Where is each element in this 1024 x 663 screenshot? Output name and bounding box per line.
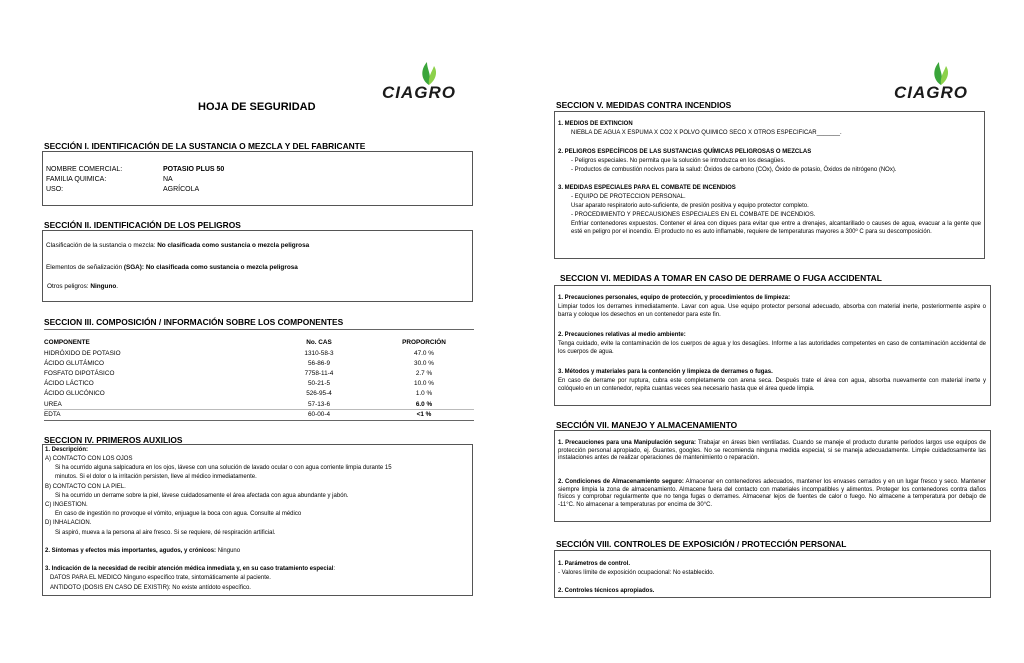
peligro-senalizacion-value: (SGA): No clasificada como sustancia o mezcla peligrosa (123, 264, 298, 271)
brand-logo (894, 62, 984, 102)
desc-title: 1. Descripción: (45, 447, 89, 453)
component-proportion: <1 % (416, 411, 432, 418)
section-3-title: SECCION III. COMPOSICIÓN / INFORMACIÓN SOBRE LOS COMPONENTES (44, 317, 344, 327)
section-5-title: SECCION V. MEDIDAS CONTRA INCENDIOS (556, 100, 732, 110)
brand-name: CIAGRO (382, 83, 456, 102)
antidote-line: ANTIDOTO (DOSIS EN CASO DE EXISTIR): No existe antídoto específico. (50, 585, 251, 591)
medical-attention-title (45, 566, 335, 574)
special-measures-title: 3. MEDIDAS ESPECIALES PARA EL COMBATE DE INCENDIOS (558, 185, 736, 191)
peligro-clasificacion (46, 242, 309, 250)
specific-hazards-1: - Peligros especiales. No permita que la solución se introduzca en los desagües. (571, 158, 786, 164)
inhalation-text: Si aspiró, mueva a la persona al aire fresco. Si se requiere, dé respiración artificial. (55, 530, 276, 536)
handling-paragraph (558, 440, 986, 463)
section-4-title: SECCION IV. PRIMEROS AUXILIOS (44, 435, 183, 445)
ingestion-text: En caso de ingestión no provoque el vómito, enjuague la boca con agua. Consulte al médico (55, 511, 302, 517)
value-uso: AGRÍCOLA (163, 186, 200, 193)
label-familia-quimica: FAMILIA QUIMICA: (46, 176, 107, 183)
section-8-title: SECCIÓN VIII. CONTROLES DE EXPOSICIÓN / PROTECCIÓN PERSONAL (556, 539, 847, 549)
environment-text: Tenga cuidado, evite la contaminación de los cuerpos de agua y los desagües. Informe a las autoridades competentes en caso de contaminación accidental de los cuerpos de agua. (558, 341, 986, 355)
symptoms-value: Ninguno (216, 548, 241, 554)
component-cas: 1310-58-3 (304, 350, 334, 357)
table-row (44, 380, 474, 390)
medical-attention-label: 3. Indicación de la necesidad de recibir atención médica inmediata y, en su caso tratamiento especial (45, 566, 334, 572)
component-cas: 57-13-6 (307, 401, 331, 408)
component-cas: 50-21-5 (307, 380, 331, 387)
specific-hazards-2: - Productos de combustión nocivos para la salud: Óxidos de carbono (COx), Óxido de potasio, Óxidos de nitrógeno (NOx). (571, 167, 897, 173)
section-1-title: SECCIÓN I. IDENTIFICACIÓN DE LA SUSTANCIA O MEZCLA Y DEL FABRICANTE (44, 141, 366, 151)
control-params-title: 1. Parámetros de control. (558, 561, 631, 567)
control-params-text: - Valores límite de exposición ocupacional: No establecido. (558, 570, 715, 576)
peligro-otros-end: . (116, 283, 119, 290)
handling-title: 1. Precauciones para una Manipulación segura: (558, 440, 697, 446)
component-name: EDTA (44, 411, 61, 418)
value-nombre-comercial: POTASIO PLUS 50 (163, 166, 225, 173)
medical-attention-colon: : (333, 566, 335, 572)
component-name: ÁCIDO LÁCTICO (44, 380, 94, 387)
storage-title: 2. Condiciones de Almacenamiento seguro: (558, 479, 684, 485)
contact-skin-title: B) CONTACTO CON LA PIEL. (45, 484, 126, 490)
value-familia-quimica: NA (163, 176, 173, 183)
storage-text: Almacenar en contenedores adecuados, mantener los envases cerrados y en un lugar fresco y seco. Mantener siempre limpia la zona de almacenamiento. Almacene fuera del contacto con materiales incompatibles y alimentos. Proteger los contenedores contra daños físicos y comprobar regularmente que no tenga fugas o derrames. Almacenar lejos de fuentes de calor o fuego. No almacene a temperatura por debajo de -11°C. No almacenar a temperaturas por encima de 30°C. (558, 479, 986, 508)
technical-controls-title: 2. Controles técnicos apropiados. (558, 588, 655, 594)
component-cas: 7758-11-4 (304, 370, 334, 377)
component-proportion: 10.0 % (414, 380, 434, 387)
peligro-otros (47, 283, 118, 291)
storage-paragraph (558, 479, 986, 509)
containment-title: 3. Métodos y materiales para la contención y limpieza de derrames o fugas. (558, 369, 773, 375)
component-name: ÁCIDO GLUTÁMICO (44, 360, 105, 367)
header-componente: COMPONENTE (44, 339, 90, 346)
containment-text: En caso de derrame por ruptura, cubra este completamente con arena seca. Después trate el área con agua, absorba nuevamente con material inerte y colóquelo en un contenedor, repita cuantas veces sea necesario hasta que el área quede limpia. (558, 378, 986, 392)
component-proportion: 1.0 % (415, 390, 433, 397)
table-row (44, 360, 474, 370)
table-header-row (44, 339, 474, 349)
contact-eyes-title: A) CONTACTO CON LOS OJOS (45, 456, 133, 462)
component-proportion: 47.0 % (414, 350, 434, 357)
ingestion-title: C) INGESTION. (45, 502, 88, 508)
specific-hazards-title: 2. PELIGROS ESPECÍFICOS DE LAS SUSTANCIAS QUÍMICAS PELIGROSAS O MEZCLAS (558, 149, 812, 155)
brand-logo (382, 62, 472, 102)
contact-eyes-text-1: Si ha ocurrido alguna salpicadura en los ojos, lávese con una solución de lavado ocular o con agua corriente limpia durante 15 (55, 465, 392, 471)
component-proportion: 2.7 % (415, 370, 433, 377)
table-row (44, 390, 474, 400)
peligro-otros-value: Ninguno (90, 283, 117, 290)
peligro-senalizacion-label: Elementos de señalización (46, 264, 124, 271)
spill-precautions-title: 1. Precauciones personales, equipo de protección, y procedimientos de limpieza: (558, 295, 791, 301)
special-measures-1: - EQUIPO DE PROTECCION PERSONAL. (571, 194, 686, 200)
special-measures-2: Usar aparato respiratorio auto-suficiente, de presión positiva y equipo protector completo. (571, 203, 809, 209)
peligro-otros-label: Otros peligros: (47, 283, 91, 290)
component-name: HIDRÓXIDO DE POTASIO (44, 350, 121, 357)
header-proporcion: PROPORCIÓN (402, 339, 446, 346)
right-page (512, 0, 1024, 663)
table-row (44, 370, 474, 380)
component-proportion: 30.0 % (414, 360, 434, 367)
symptoms-label: 2. Síntomas y efectos más importantes, agudos, y crónicos: (45, 548, 217, 554)
inhalation-title: D) INHALACION. (45, 520, 92, 526)
medical-data-line: DATOS PARA EL MEDICO Ninguno específico trate, sintomáticamente al paciente. (50, 575, 271, 581)
peligro-clasificacion-value: No clasificada como sustancia o mezcla peligrosa (157, 242, 310, 249)
section-1-box (42, 151, 473, 206)
component-name: UREA (44, 401, 62, 408)
table-row (44, 350, 474, 360)
component-cas: 56-86-9 (307, 360, 331, 367)
section-2-title: SECCIÓN II. IDENTIFICACIÓN DE LOS PELIGROS (44, 220, 241, 230)
brand-name: CIAGRO (894, 83, 968, 102)
table-bottom-line (44, 420, 474, 421)
table-row-divider (44, 409, 474, 410)
peligro-senalizacion (46, 264, 298, 272)
contact-skin-text: Si ha ocurrido un derrame sobre la piel, lávese cuidadosamente el área afectada con agua abundante y jabón. (55, 493, 349, 499)
section-6-title: SECCION VI. MEDIDAS A TOMAR EN CASO DE DERRAME O FUGA ACCIDENTAL (560, 273, 882, 283)
component-proportion: 6.0 % (415, 401, 433, 408)
extinction-title: 1. MEDIOS DE EXTINCION (558, 121, 633, 127)
header-cas: No. CAS (306, 339, 332, 346)
peligro-clasificacion-label: Clasificación de la sustancia o mezcla: (46, 242, 158, 249)
extinction-media: NIEBLA DE AGUA X ESPUMA X CO2 X POLVO QUIMICO SECO X OTROS ESPECIFICAR_______. (571, 130, 842, 136)
component-cas: 60-00-4 (307, 411, 331, 418)
environment-title: 2. Precauciones relativas al medio ambiente: (558, 332, 686, 338)
label-uso: USO: (46, 186, 64, 193)
component-cas: 526-95-4 (306, 390, 332, 397)
symptoms-line (45, 548, 240, 556)
component-name: ÁCIDO GLUCÓNICO (44, 390, 105, 397)
document-title: HOJA DE SEGURIDAD (198, 101, 316, 113)
label-nombre-comercial: NOMBRE COMERCIAL: (46, 166, 123, 173)
component-name: FOSFATO DIPOTÁSICO (44, 370, 115, 377)
table-top-line (44, 329, 474, 330)
special-measures-4: Enfriar contenedores expuestos. Contener el área con diques para evitar que entre a drenajes, alcantarillado o causes de agua, evacuar a la gente que esté en peligro por el incendio. El producto no es auto inflamable, requiere de temperaturas mayores a 300º C para su descomposición. (571, 221, 981, 235)
contact-eyes-text-2: minutos. Si el dolor o la irritación persisten, lleve al médico inmediatamente. (55, 474, 257, 480)
spill-precautions-text: Limpiar todos los derrames inmediatamente. Lavar con agua. Use equipo protector personal adecuado, absorba con material inerte, posteriormente aspire o barra y coloque los desechos en un contenedor para este fin. (558, 304, 986, 318)
handling-text: Trabajar en áreas bien ventiladas. Cuando se maneje el producto durante periodos largos use equipos de protección personal apropiado, ej. Guantes, googles. No se recomienda ninguna medida especial, si se maneja adecuadamente. Limpie cuidadosamente las instalaciones antes de realizar operaciones de mantenimiento o reparación. (558, 440, 986, 462)
special-measures-3: - PROCEDIMIENTO Y PRECAUSIONES ESPECIALES EN EL COMBATE DE INCENDIOS. (571, 212, 816, 218)
section-7-title: SECCIÓN VII. MANEJO Y ALMACENAMIENTO (556, 420, 738, 430)
